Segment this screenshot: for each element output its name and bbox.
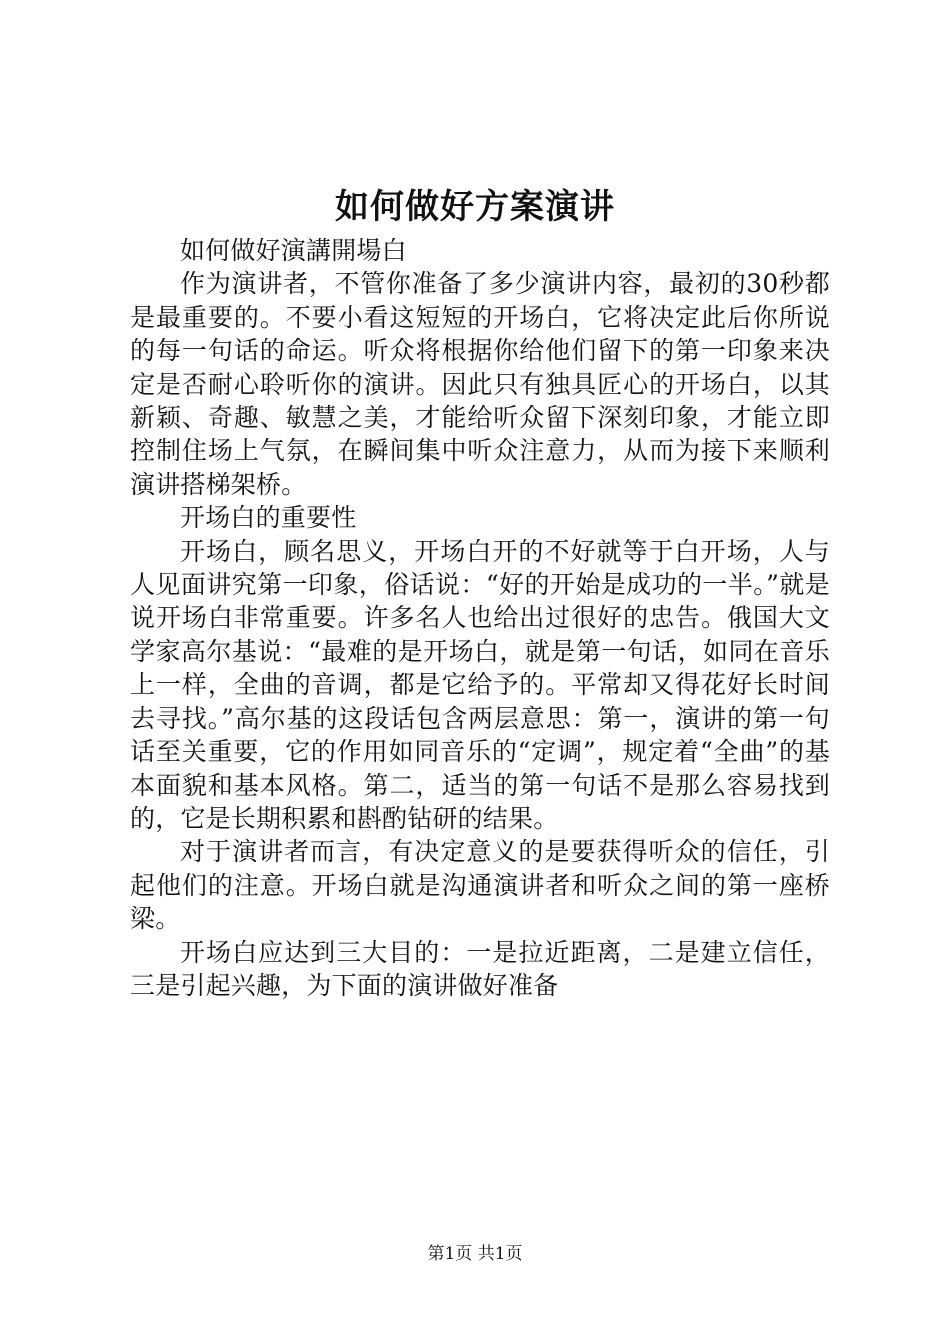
subheading-importance: 开场白的重要性 xyxy=(180,503,357,533)
paragraph: 开场白，顾名思义，开场白开的不好就等于白开场，人与人见面讲究第一印象，俗话说：“好的开始是成功的一半。”就是说开场白非常重要。许多名人也给出过很好的忠告。俄国大文学家高尔基说：“最难的是开场白，就是第一句话，如同在音乐上一样，全曲的音调，都是它给予的。平常却又得花好长时间去寻找。”高尔基的这段话包含两层意思：第一，演讲的第一句话至关重要，它的作用如同音乐的“定调”，规定着“全曲”的基本面貌和基本风格。第二，适当的第一句话不是那么容易找到的，它是长期积累和斟酌钻研的结果。 xyxy=(130,536,830,833)
paragraph: 作为演讲者，不管你准备了多少演讲内容，最初的30秒都是最重要的。不要小看这短短的开场白，它将决定此后你所说的每一句话的命运。听众将根据你给他们留下的第一印象来决定是否耐心聆听你的演讲。因此只有独具匠心的开场白，以其新颖、奇趣、敏慧之美，才能给听众留下深刻印象，才能立即控制住场上气氛，在瞬间集中听众注意力，从而为接下来顺利演讲搭梯架桥。 xyxy=(130,269,830,499)
subheading-opening: 如何做好演講開場白 xyxy=(180,236,407,265)
document-title: 如何做好方案演讲 xyxy=(335,187,615,227)
page-number-footer: 第1页 共1页 xyxy=(427,1244,523,1264)
document-body xyxy=(130,234,830,1002)
paragraph: 开场白应达到三大目的：一是拉近距离，二是建立信任，三是引起兴趣，为下面的演讲做好准备 xyxy=(130,937,830,1000)
paragraph: 对于演讲者而言，有决定意义的是要获得听众的信任，引起他们的注意。开场白就是沟通演讲者和听众之间的第一座桥梁。 xyxy=(130,837,830,934)
